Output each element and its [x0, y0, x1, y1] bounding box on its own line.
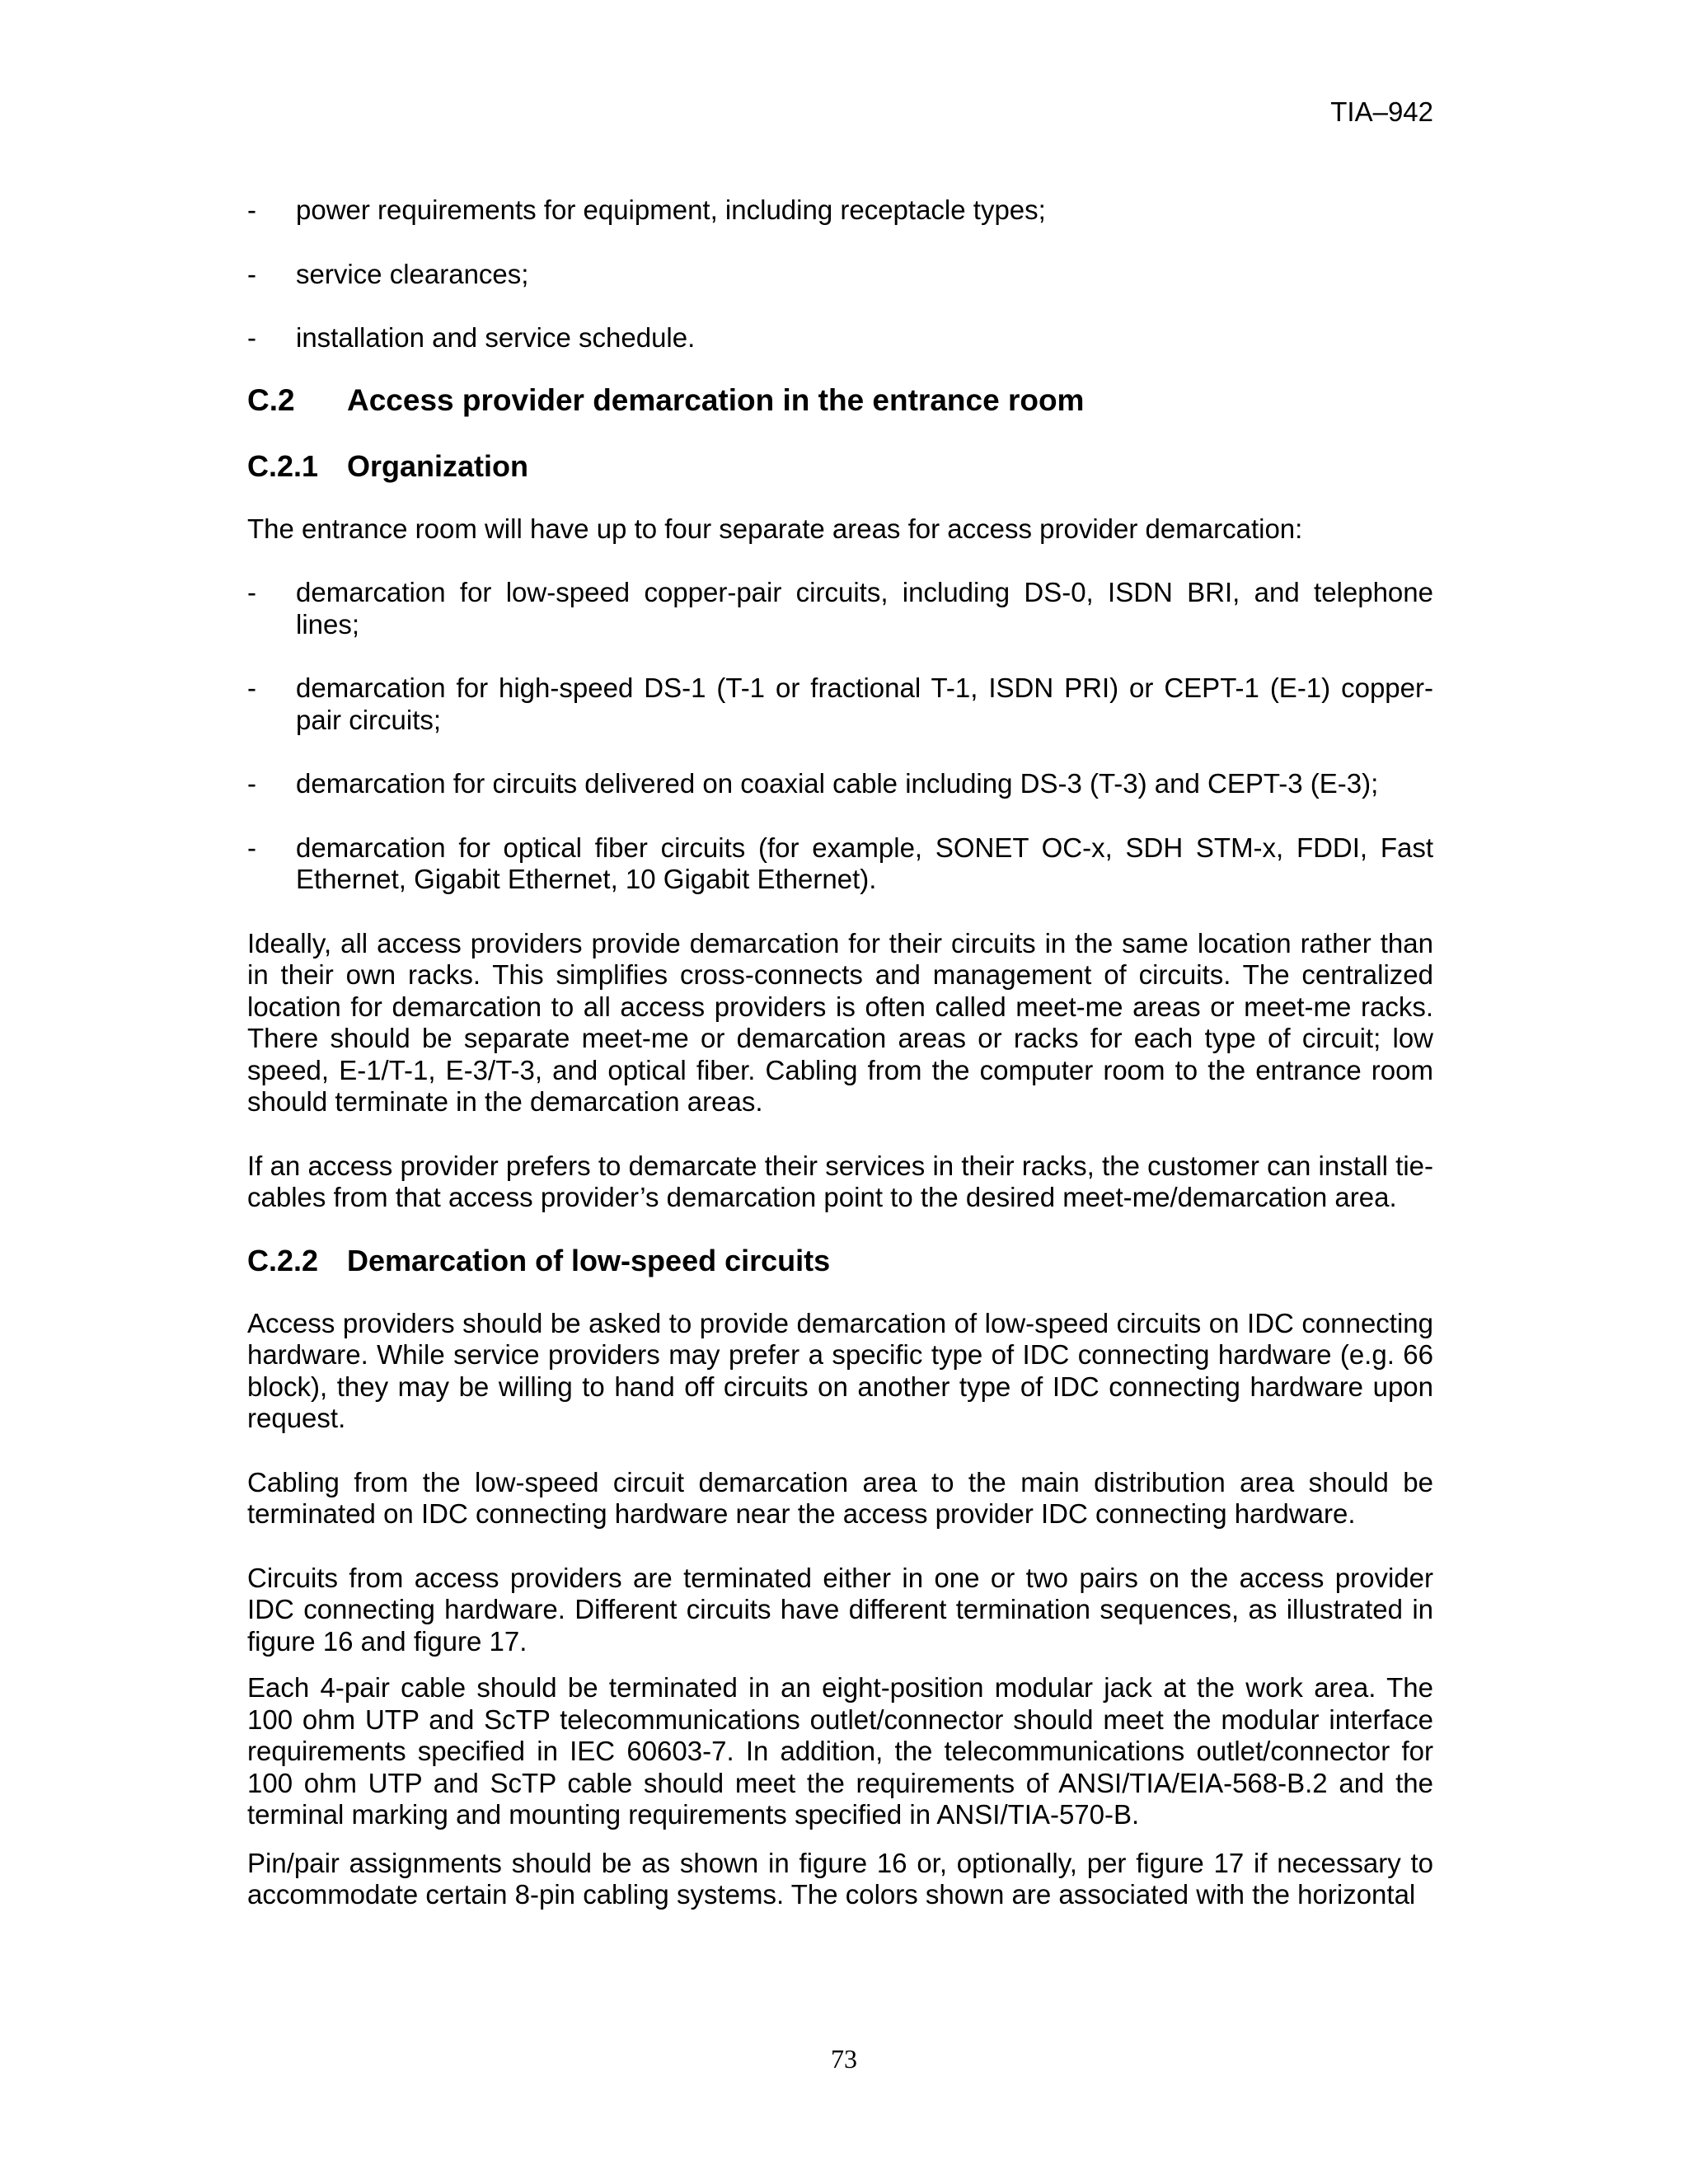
page-content [247, 194, 1433, 1911]
section-heading-c2 [247, 382, 1433, 419]
section-number: C.2.2 [247, 1243, 319, 1277]
paragraph: Cabling from the low-speed circuit demarcation area to the main distribution area should be terminated on IDC connecting hardware near the access provider IDC connecting hardware. [247, 1466, 1433, 1529]
paragraph: Pin/pair assignments should be as shown in figure 16 or, optionally, per figure 17 if necessary to accommodate certain 8-pin cabling systems. The colors shown are associated with the horizontal [247, 1847, 1433, 1910]
paragraph: Access providers should be asked to provide demarcation of low-speed circuits on IDC connecting hardware. While service providers may prefer a specific type of IDC connecting hardware (e.g. 66 block), they may be willing to hand off circuits on another type of IDC connecting hardware upon request. [247, 1307, 1433, 1433]
paragraph: Each 4-pair cable should be terminated in an eight-position modular jack at the work area. The 100 ohm UTP and ScTP telecommunications outlet/connector should meet the modular interface requirements specified in IEC 60603-7. In addition, the telecommunications outlet/connector for 100 ohm UTP and ScTP cable should meet the requirements of ANSI/TIA/EIA-568-B.2 and the terminal marking and mounting requirements specified in ANSI/TIA-570-B. [247, 1672, 1433, 1830]
section-title: Demarcation of low-speed circuits [347, 1243, 831, 1277]
page-header: TIA–942 [1330, 96, 1433, 127]
paragraph: The entrance room will have up to four separate areas for access provider demarcation: [247, 513, 1303, 544]
section-heading-c22 [247, 1244, 1433, 1278]
list-item: - service clearances; [247, 258, 529, 289]
list-item: - demarcation for high-speed DS-1 (T-1 or fractional T-1, ISDN PRI) or CEPT-1 (E-1) copper-pair circuits; [247, 673, 1433, 735]
page-number: 73 [831, 2044, 857, 2074]
paragraph: Circuits from access providers are terminated either in one or two pairs on the access provider IDC connecting hardware. Different circuits have different termination sequences, as illustrated in figure 16 and figure 17. [247, 1562, 1433, 1657]
section-heading-c21 [247, 449, 1433, 484]
list-item: - power requirements for equipment, including receptacle types; [247, 194, 1046, 225]
list-item: - installation and service schedule. [247, 322, 696, 353]
section-number: C.2 [247, 382, 295, 417]
paragraph: If an access provider prefers to demarcate their services in their racks, the customer can install tie-cables from that access provider’s demarcation point to the desired meet-me/demarcation area. [247, 1150, 1433, 1212]
section-title: Organization [347, 448, 529, 483]
list-item: - demarcation for optical fiber circuits (for example, SONET OC-x, SDH STM-x, FDDI, Fast Ethernet, Gigabit Ethernet, 10 Gigabit Ethernet). [247, 832, 1433, 894]
list-item: - demarcation for circuits delivered on coaxial cable including DS-3 (T-3) and CEPT-3 (E-3); [247, 768, 1379, 799]
list-item: - demarcation for low-speed copper-pair circuits, including DS-0, ISDN BRI, and telephone lines; [247, 577, 1433, 640]
section-title: Access provider demarcation in the entrance room [347, 382, 1085, 417]
section-number: C.2.1 [247, 448, 319, 483]
paragraph: Ideally, all access providers provide demarcation for their circuits in the same location rather than in their own racks. This simplifies cross-connects and management of circuits. The centralized location for demarcation to all access providers is often called meet-me areas or meet-me racks. There should be separate meet-me or demarcation areas or racks for each type of circuit; low speed, E-1/T-1, E-3/T-3, and optical fiber. Cabling from the computer room to the entrance room should terminate in the demarcation areas. [247, 927, 1433, 1117]
